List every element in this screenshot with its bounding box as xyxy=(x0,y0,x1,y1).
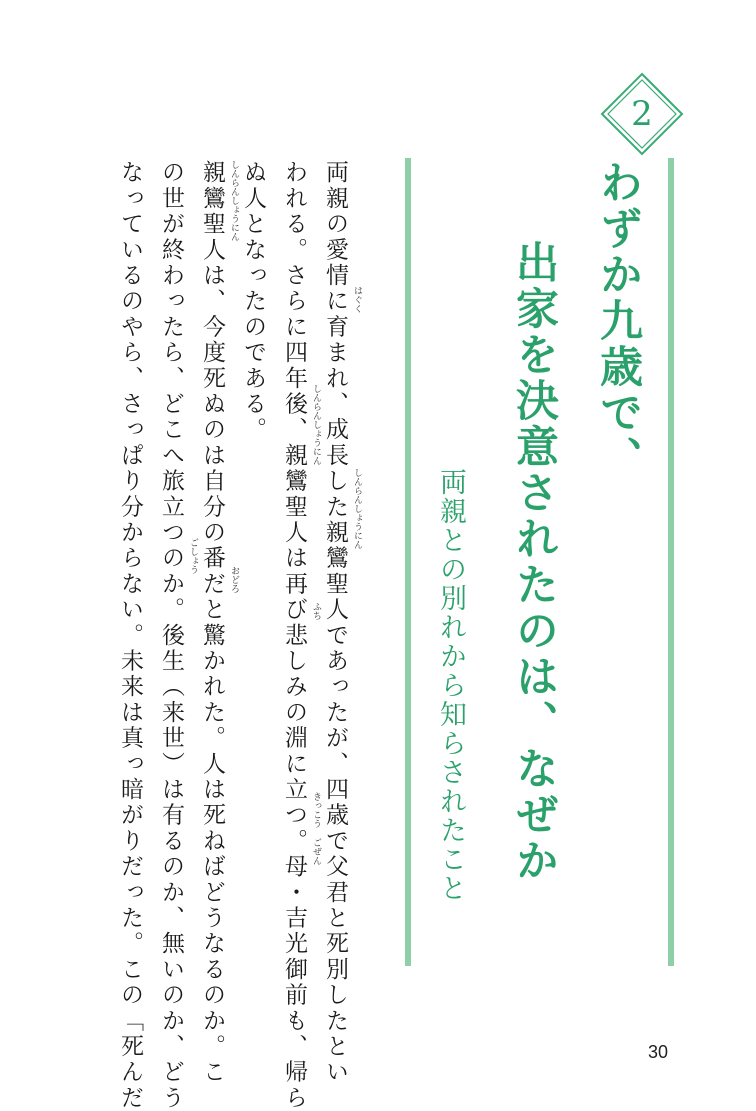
ruby-shinranshonin-3: しんらんしょうにん xyxy=(229,160,239,241)
ruby-odoro: おどろ xyxy=(229,566,239,593)
chapter-number: 2 xyxy=(631,94,653,134)
chapter-title-line-1: わずか九歳で、 xyxy=(593,160,643,482)
body-column-5: の世が終わったら、どこへ旅立つのか。後生（来世）は有るのか、無いのか、どう xyxy=(158,160,184,1111)
body-column-4: 親鸞聖人は、今度死ぬのは自分の番だと驚かれた。人は死ねばどうなるのか。こ xyxy=(199,160,225,1086)
chapter-title-line-2: 出家を決意されたのは、なぜか xyxy=(509,240,559,884)
ruby-shinranshonin-2: しんらんしょうにん xyxy=(311,384,321,465)
body-column-6: なっているのやら、さっぱり分からない。未来は真っ暗がりだった。この「死んだ xyxy=(117,160,143,1111)
body-column-3: ぬ人となったのである。 xyxy=(240,160,266,443)
ruby-shinranshonin-1: しんらんしょうにん xyxy=(352,468,362,549)
chapter-subtitle: 両親との別れから知らされたこと xyxy=(435,468,466,903)
ruby-hagukumare: はぐく xyxy=(352,286,362,313)
chapter-number-badge xyxy=(600,72,684,156)
page-number: 30 xyxy=(648,1042,669,1062)
body-column-2: われる。さらに四年後、親鸞聖人は再び悲しみの淵に立つ。母・吉光御前も、帰ら xyxy=(281,160,307,1111)
ruby-kikkougozen: きっこう ごぜん xyxy=(311,792,321,865)
ruby-fuchi: ふち xyxy=(311,602,321,620)
title-rule-left xyxy=(405,158,411,966)
ruby-goshou: ごしょう xyxy=(188,538,198,574)
body-column-1: 両親の愛情に育まれ、成長した親鸞聖人であったが、四歳で父君と死別したとい xyxy=(322,160,348,1086)
title-rule-right xyxy=(668,158,674,966)
